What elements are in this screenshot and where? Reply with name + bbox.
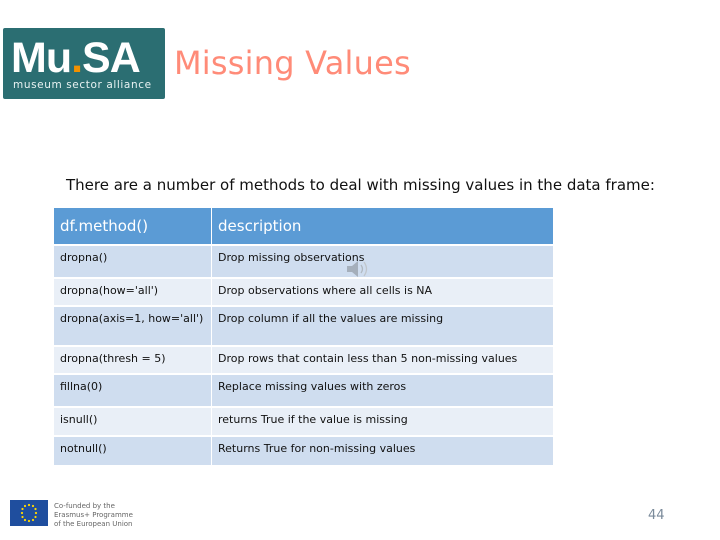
methods-table — [54, 208, 553, 465]
description-cell: Drop missing observations — [212, 245, 554, 278]
table-row — [54, 278, 553, 306]
description-cell: Drop column if all the values are missing — [212, 306, 554, 346]
table-row — [54, 374, 553, 407]
description-cell: Drop rows that contain less than 5 non-missing values — [212, 346, 554, 374]
eu-text-line: of the European Union — [54, 520, 133, 528]
speaker-icon[interactable] — [345, 259, 371, 279]
slide-title: Missing Values — [174, 44, 411, 82]
logo-dot: . — [71, 34, 83, 82]
description-cell: Returns True for non-missing values — [212, 436, 554, 465]
column-header-method: df.method() — [54, 208, 212, 245]
method-cell: notnull() — [54, 436, 212, 465]
logo-suffix: SA — [82, 34, 140, 82]
table-row — [54, 346, 553, 374]
description-cell: Drop observations where all cells is NA — [212, 278, 554, 306]
table-row — [54, 306, 553, 346]
musa-logo — [3, 28, 165, 99]
description-cell: returns True if the value is missing — [212, 407, 554, 436]
method-cell: fillna(0) — [54, 374, 212, 407]
method-cell: dropna() — [54, 245, 212, 278]
logo-tagline: museum sector alliance — [13, 79, 152, 91]
table-row — [54, 436, 553, 465]
table-row — [54, 407, 553, 436]
logo-wordmark — [11, 32, 140, 84]
eu-text-line: Erasmus+ Programme — [54, 511, 133, 519]
column-header-description: description — [212, 208, 554, 245]
page-number: 44 — [648, 508, 665, 523]
intro-text: There are a number of methods to deal with missing values in the data frame: — [66, 176, 655, 194]
method-cell: isnull() — [54, 407, 212, 436]
logo-prefix: Mu — [11, 34, 72, 82]
table-header-row — [54, 208, 553, 245]
table-row — [54, 245, 553, 278]
eu-flag-icon — [10, 500, 48, 526]
method-cell: dropna(axis=1, how='all') — [54, 306, 212, 346]
description-cell: Replace missing values with zeros — [212, 374, 554, 407]
eu-text-line: Co-funded by the — [54, 502, 115, 510]
method-cell: dropna(thresh = 5) — [54, 346, 212, 374]
method-cell: dropna(how='all') — [54, 278, 212, 306]
eu-funding-text — [54, 502, 133, 529]
